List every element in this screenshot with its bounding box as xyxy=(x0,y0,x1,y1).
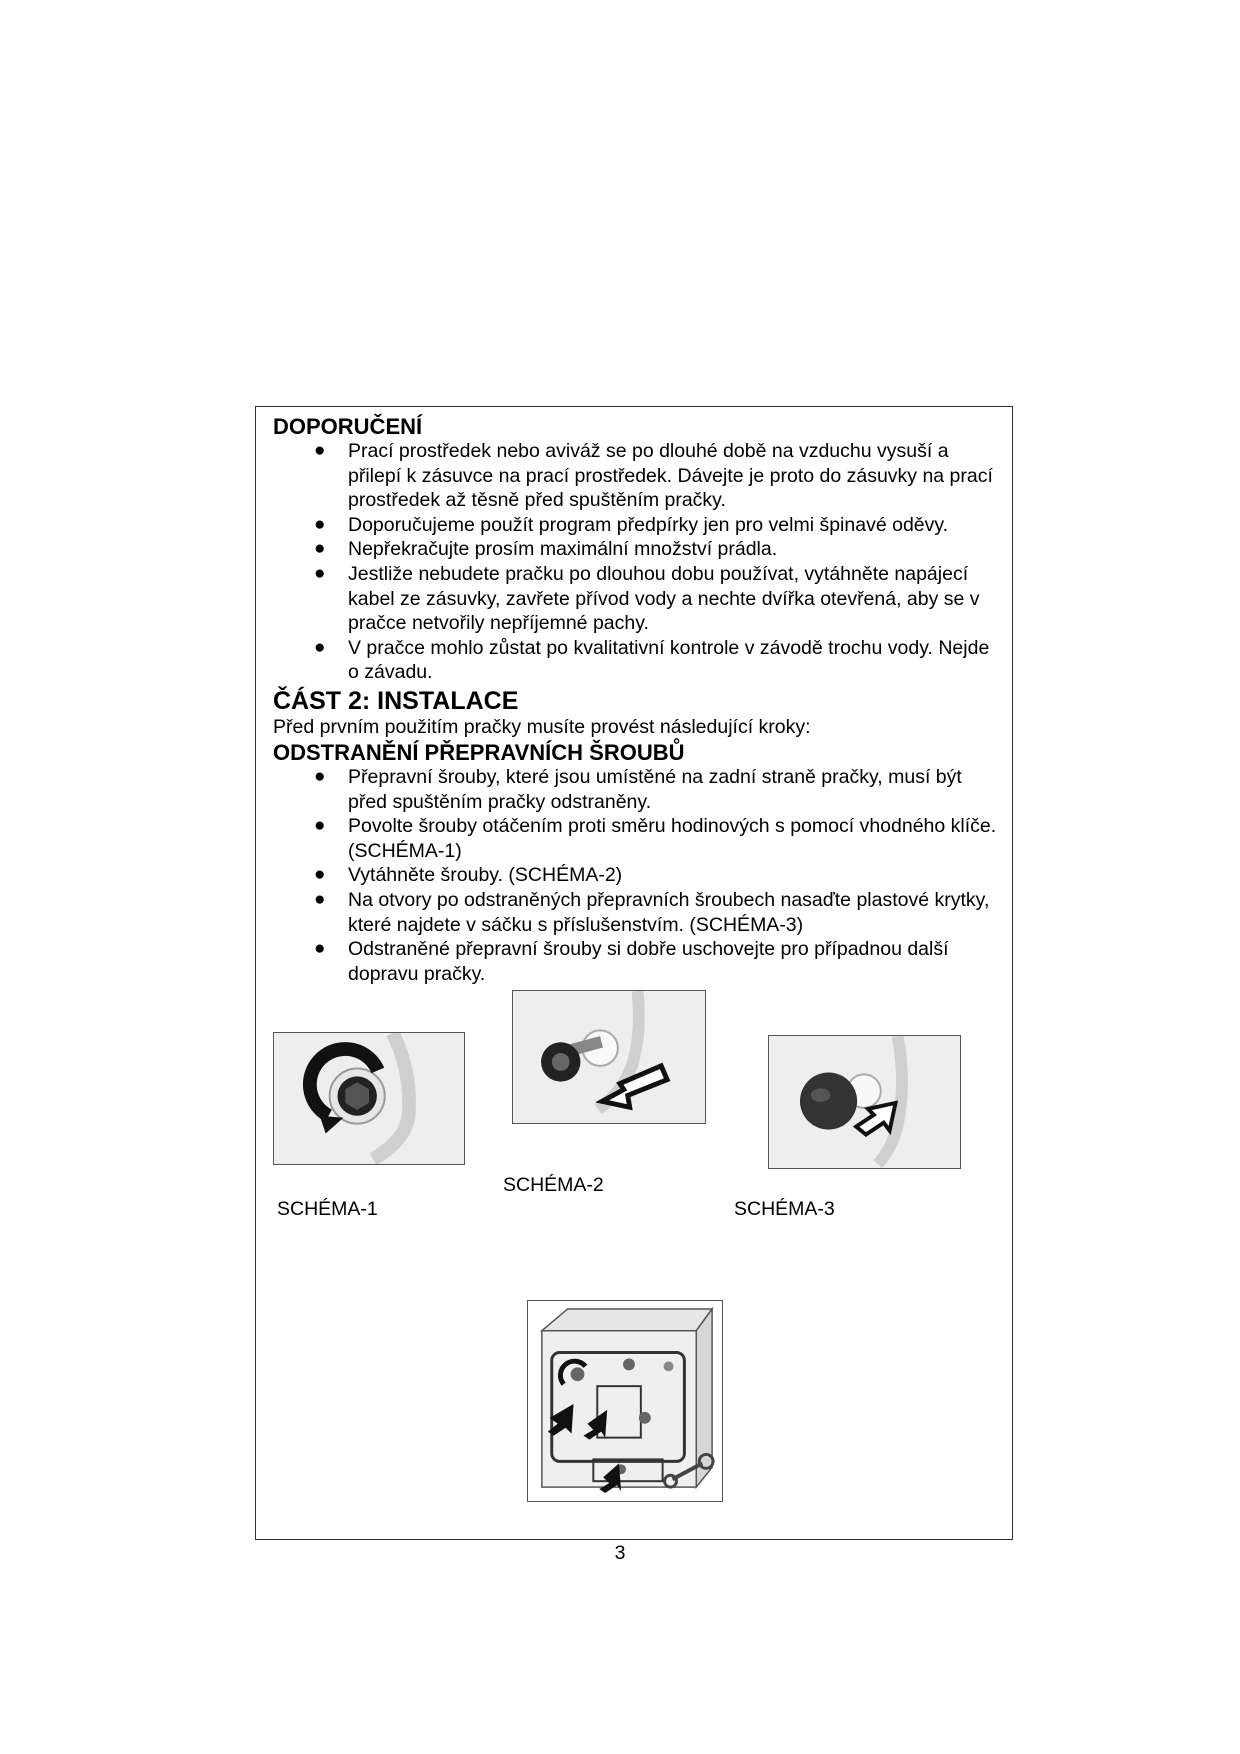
remove-bolt-illustration xyxy=(513,991,705,1123)
list-item: ● Nepřekračujte prosím maximální množství prádla. xyxy=(314,538,778,561)
bullet-icon: ● xyxy=(314,815,326,837)
figure-machine-back xyxy=(527,1300,723,1502)
list-sroubu xyxy=(273,765,1003,986)
figure-schema-2 xyxy=(512,990,706,1124)
figure-schema-1 xyxy=(273,1032,465,1165)
bullet-icon: ● xyxy=(314,765,326,787)
caption-schema-3: SCHÉMA-3 xyxy=(734,1198,835,1220)
bullet-icon: ● xyxy=(314,888,326,910)
rotate-bolt-illustration xyxy=(274,1033,464,1164)
bullet-icon: ● xyxy=(314,513,326,535)
heading-cast2: ČÁST 2: INSTALACE xyxy=(273,686,519,715)
list-item: ● Povolte šrouby otáčením proti směru hodinových s pomocí vhodného klíče. (SCHÉMA-1) xyxy=(314,815,997,862)
caption-schema-1: SCHÉMA-1 xyxy=(277,1198,378,1220)
text-content xyxy=(273,414,1003,986)
list-item: ● Odstraněné přepravní šrouby si dobře uschovejte pro případnou další dopravu pračky. xyxy=(314,938,949,985)
list-item: ● V pračce mohlo zůstat po kvalitativní kontrole v závodě trochu vody. Nejde o závadu. xyxy=(314,636,990,684)
page-number: 3 xyxy=(614,1542,626,1564)
intro-text: Před prvním použitím pračky musíte provést následující kroky: xyxy=(273,715,811,738)
bullet-icon: ● xyxy=(314,562,326,584)
caption-schema-2: SCHÉMA-2 xyxy=(503,1174,604,1196)
list-item: ● Na otvory po odstraněných přepravních šroubech nasaďte plastové krytky, které najdete v sáčku s příslušenstvím. (SCHÉMA-3) xyxy=(314,888,990,936)
list-item: ● Přepravní šrouby, které jsou umístěné na zadní straně pračky, musí být před spuštěním pračky odstraněny. xyxy=(314,765,962,813)
list-item: ● Doporučujeme použít program předpírky jen pro velmi špinavé oděvy. xyxy=(314,513,949,536)
list-item: ● Vytáhněte šrouby. (SCHÉMA-2) xyxy=(314,864,623,887)
bullet-icon: ● xyxy=(314,864,326,886)
bullet-icon: ● xyxy=(314,538,326,560)
bullet-icon: ● xyxy=(314,938,326,960)
heading-sroubu: ODSTRANĚNÍ PŘEPRAVNÍCH ŠROUBŮ xyxy=(273,739,685,765)
bullet-icon: ● xyxy=(314,440,326,461)
heading-doporuceni: DOPORUČENÍ xyxy=(273,414,423,439)
bullet-icon: ● xyxy=(314,636,326,658)
cover-cap-illustration xyxy=(769,1036,960,1168)
list-item: ● Jestliže nebudete pračku po dlouhou dobu používat, vytáhněte napájecí kabel ze zásuvky, zavřete přívod vody a nechte dvířka otevřená, aby se v pračce netvořily nepříjemné pachy. xyxy=(314,562,980,635)
list-doporuceni xyxy=(273,439,1003,685)
washing-machine-back-illustration xyxy=(528,1301,722,1501)
figure-schema-3 xyxy=(768,1035,961,1169)
list-item: ● Prací prostředek nebo aviváž se po dlouhé době na vzduchu vysuší a přilepí k zásuvce na prací prostředek. Dávejte je proto do zásuvky na prací prostředek až těsně před spuštěním pračky. xyxy=(314,440,993,512)
